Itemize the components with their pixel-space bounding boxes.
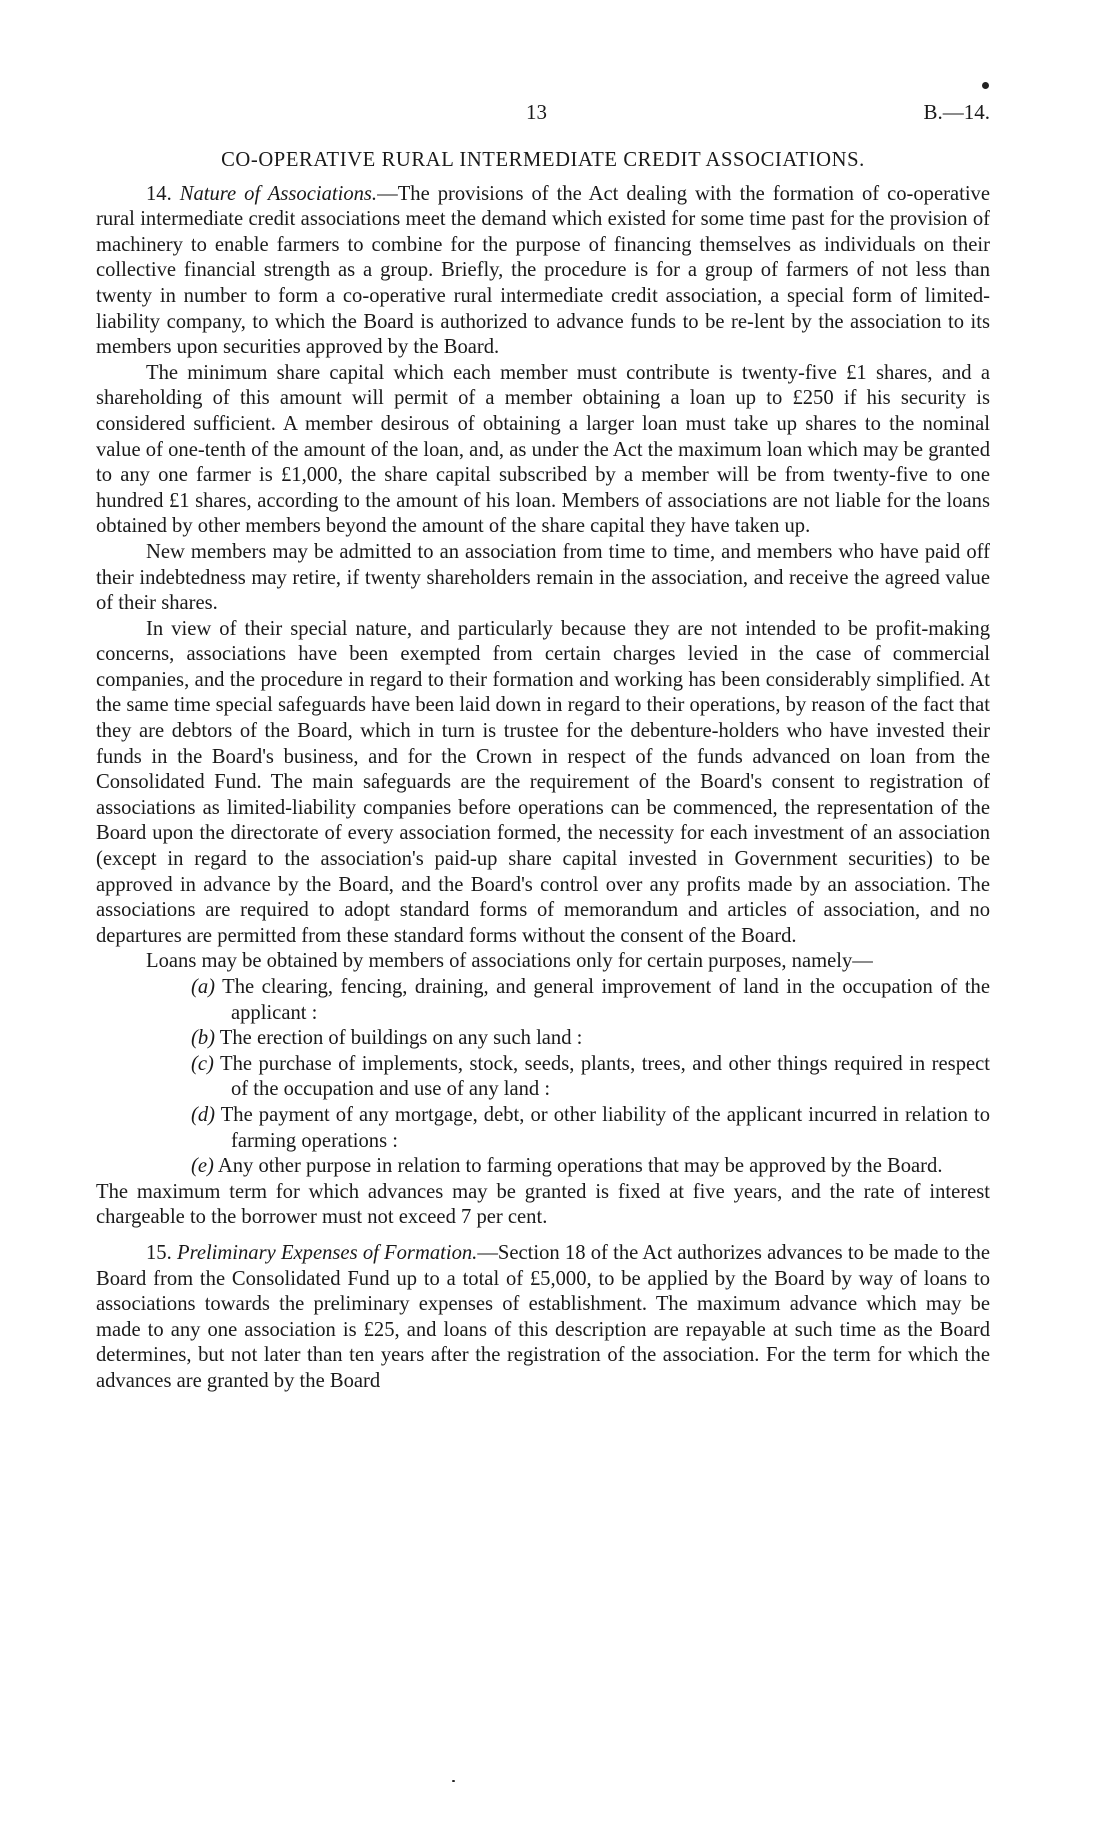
list-item-letter: (e): [191, 1155, 214, 1178]
paragraph-14: [96, 182, 990, 361]
document-reference: B.—14.: [923, 100, 990, 124]
paragraph-number: 15.: [146, 1241, 172, 1264]
list-item: [191, 1026, 990, 1052]
paragraph-15: [96, 1241, 990, 1395]
list-item: [191, 975, 990, 1026]
ink-speck: [452, 1780, 455, 1782]
list-item: [191, 1103, 990, 1154]
paragraph-number: 14.: [146, 182, 172, 205]
list-item-letter: (d): [191, 1103, 216, 1126]
list-item-letter: (b): [191, 1027, 216, 1050]
paragraph-term-and-interest: The maximum term for which advances may be granted is fixed at five years, and the rate of interest chargeable to the borrower must not exceed 7 per cent.: [96, 1180, 990, 1229]
list-item-text: Any other purpose in relation to farming operations that may be approved by the Board.: [217, 1155, 943, 1178]
loan-purposes-list: [96, 975, 990, 1180]
list-item-text: The clearing, fencing, draining, and general improvement of land in the occupation of the applicant :: [222, 976, 990, 1024]
ink-speck: [982, 82, 989, 89]
list-item-text: The payment of any mortgage, debt, or other liability of the applicant incurred in relation to farming operations :: [220, 1103, 990, 1152]
paragraph-new-members: New members may be admitted to an association from time to time, and members who have paid off their indebtedness may retire, if twenty shareholders remain in the association, and receive the agreed value of their shares.: [96, 540, 990, 615]
paragraph-safeguards: In view of their special nature, and particularly because they are not intended to be profit-making concerns, associations have been exempted from certain charges levied in the case of commercial companies, and the procedure in regard to their formation and working has been considerably simplified. At the same time special safeguards have been laid down in regard to their operations, by reason of the fact that they are debtors of the Board, which in turn is trustee for the debenture-holders who have invested their funds in the Board's business, and for the Crown in respect of the funds advanced on loan from the Consolidated Fund. The main safeguards are the requirement of the Board's consent to registration of associations as limited-liability companies before operations can be commenced, the representation of the Board upon the directorate of every association formed, the necessity for each investment of an association (except in regard to the association's paid-up share capital invested in Government securities) to be approved in advance by the Board, and the Board's control over any profits made by an association. The associations are required to adopt standard forms of memorandum and articles of association, and no departures are permitted from these standard forms without the consent of the Board.: [96, 617, 990, 947]
paragraph-text: The provisions of the Act dealing with the formation of co-operative rural intermediate credit associations meet the demand which existed for some time past for the provision of machinery to enable farmers to combine for the purpose of financing themselves as individuals on their collective financial strength as a group. Briefly, the procedure is for a group of farmers of not less than twenty in number to form a co-operative rural intermediate credit association, a special form of limited-liability company, to which the Board is authorized to advance funds to be re-lent by the association to its members upon securities approved by the Board.: [96, 182, 990, 359]
paragraph-loan-purposes-intro: Loans may be obtained by members of associations only for certain purposes, namely—: [146, 950, 873, 973]
paragraph-heading: Preliminary Expenses of Formation.: [176, 1241, 478, 1264]
heading-dash: —: [477, 1241, 498, 1264]
paragraph-share-capital: The minimum share capital which each member must contribute is twenty-five £1 shares, and a shareholding of this amount will permit of a member obtaining a loan up to £250 if his security is considered sufficient. A member desirous of obtaining a larger loan must take up shares to the nominal value of one-tenth of the amount of the loan, and, as under the Act the maximum loan which may be granted to any one farmer is £1,000, the share capital subscribed by a member will be from twenty-five to one hundred £1 shares, according to the amount of his loan. Members of associations are not liable for the loans obtained by other members beyond the amount of the share capital they have taken up.: [96, 361, 990, 538]
list-item-letter: (a): [191, 976, 216, 998]
list-item: [191, 1052, 990, 1103]
section-title: CO-OPERATIVE RURAL INTERMEDIATE CREDIT ASSOCIATIONS.: [221, 149, 865, 171]
paragraph-heading: Nature of Associations.: [179, 182, 378, 205]
paragraph-text: Section 18 of the Act authorizes advances to be made to the Board from the Consolidated Fund up to a total of £5,000, to be applied by the Board by way of loans to associations towards the preliminary expenses of establishment. The maximum advance which may be made to any one association is £25, and loans of this description are repayable at such time as the Board determines, but not later than ten years after the registration of the association. For the term for which the advances are granted by the Board: [96, 1241, 990, 1392]
list-item-text: The purchase of implements, stock, seeds, plants, trees, and other things required in respect of the occupation and use of any land :: [219, 1052, 990, 1101]
list-item-text: The erection of buildings on any such land :: [219, 1027, 583, 1050]
page-number: 13: [526, 100, 547, 124]
heading-dash: —: [377, 182, 398, 205]
list-item-letter: (c): [191, 1052, 214, 1075]
running-head: [96, 100, 990, 130]
document-page: [96, 100, 990, 1395]
list-item: [191, 1154, 990, 1180]
